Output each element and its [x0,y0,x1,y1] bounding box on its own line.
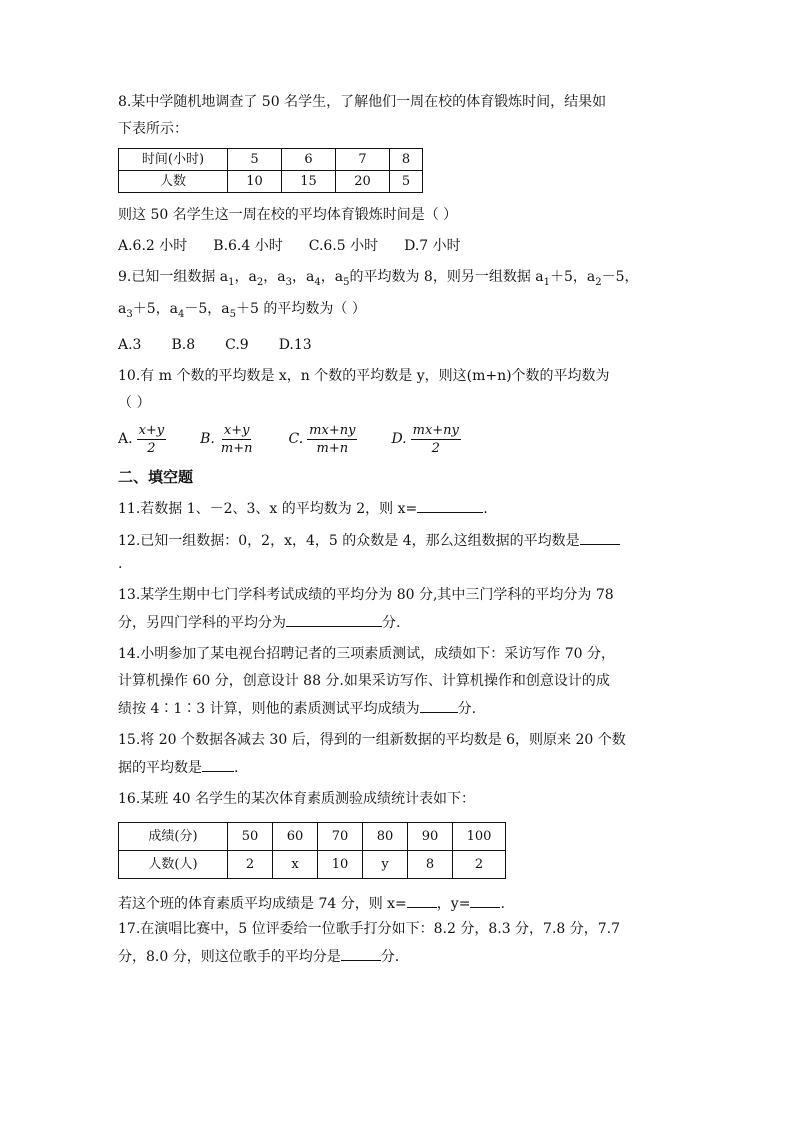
answer-blank[interactable] [202,757,234,772]
q14-text: 绩按 4∶1∶3 计算，则他的素质测试平均成绩为 [118,700,420,717]
q17-text: 分，8.0 分，则这位歌手的平均分是 [118,948,341,965]
q9-text: 的平均数为（ ） [263,300,366,317]
q16-text: ，y= [436,895,471,912]
option-d [391,422,460,457]
q11-text: . [483,500,488,517]
table-row [119,850,506,878]
q17-line2 [118,946,678,968]
answer-blank[interactable] [407,893,437,908]
option-b: B.6.4 小时 [213,238,283,254]
q10-line1: 10.有 m 个数的平均数是 x，n 个数的平均数是 y，则这(m+n)个数的平均数为 [118,367,610,384]
answer-blank[interactable] [341,946,381,961]
table-cell: 80 [363,822,408,850]
numerator: x+y [138,422,165,438]
option-label: D. [391,430,407,447]
q8-line2: 下表所示： [118,121,188,137]
option-label: A. [118,430,133,447]
table-cell: 90 [408,822,453,850]
table-cell: 10 [228,171,282,193]
q13-text: 分. [382,614,401,631]
option-c: C.9 [225,336,249,353]
q10-line2: （ ） [118,394,151,411]
table-row [119,149,423,171]
option-a: A.3 [118,336,142,353]
answer-blank[interactable] [470,893,500,908]
q9-text: 9.已知一组数据 a [118,269,229,285]
table-cell: 5 [228,149,282,171]
q12-end: . [118,555,123,572]
table-cell: 时间(小时) [119,149,228,171]
table-cell: 100 [453,822,506,850]
q14-text: 分. [457,700,477,717]
table-cell: 10 [318,850,363,878]
fraction [219,422,255,457]
fraction [307,422,357,457]
answer-blank[interactable] [580,530,620,545]
q14-line1: 14.小明参加了某电视台招聘记者的三项素质测试，成绩如下：采访写作 70 分， [118,645,615,662]
q8-table [118,148,423,193]
table-cell: 70 [318,822,363,850]
q15-line2 [118,757,678,779]
q9-line1: 9.已知一组数据 $a_1$，$a_2$，$a_3$，$a_4$，$a_5$的平均数为 8，则另一组数据 $a_1+5$，$a_2-5$， [118,269,639,288]
option-label: C. [288,430,304,447]
q15-text: . [234,759,239,776]
table-cell: 6 [282,149,336,171]
exam-page [118,92,678,968]
answer-blank[interactable] [286,612,382,627]
table-cell: 60 [273,822,318,850]
table-cell: x [273,850,318,878]
option-b: B.8 [171,336,196,353]
q12-text: 12.已知一组数据：0，2，x，4，5 的众数是 4，那么这组数据的平均数是 [118,532,580,549]
table-cell: 人数 [119,171,228,193]
numerator: mx+ny [412,422,459,438]
q17-line1: 17.在演唱比赛中，5 位评委给一位歌手打分如下：8.2 分，8.3 分，7.8 分，7.7 [118,920,621,937]
table-cell: 2 [228,850,273,878]
q9-options [118,335,678,356]
q12 [118,530,678,552]
q8-line1: 8.某中学随机地调查了 50 名学生，了解他们一周在校的体育锻炼时间，结果如 [118,94,607,110]
q17-text: 分. [380,948,400,965]
option-a [118,422,166,457]
q9-line2: $a_3+5$，$a_4-5$，$a_5+5$ 的平均数为（ ） [118,300,366,320]
fraction [137,422,167,457]
option-d: D.13 [278,336,312,353]
denominator: m+n [316,440,349,456]
q16-line1: 16.某班 40 名学生的某次体育素质测验成绩统计表如下： [118,790,475,807]
denominator: 2 [431,440,440,456]
table-cell: 2 [453,850,506,878]
table-row [119,171,423,193]
table-cell: y [363,850,408,878]
table-cell: 20 [336,171,390,193]
numerator: x+y [223,422,250,438]
table-cell: 人数(人) [119,850,228,878]
table-row [119,822,506,850]
q13-line2 [118,612,678,634]
q10-options [118,422,678,457]
section-title: 二、填空题 [118,467,194,486]
q13-line1: 13.某学生期中七门学科考试成绩的平均分为 80 分,其中三门学科的平均分为 78 [118,586,614,603]
q8-question: 则这 50 名学生这一周在校的平均体育锻炼时间是（ ） [118,207,458,223]
table-cell: 50 [228,822,273,850]
q14-line2: 计算机操作 60 分，创意设计 88 分.如果采访写作、计算机操作和创意设计的成 [118,672,610,689]
table-cell: 15 [282,171,336,193]
option-d: D.7 小时 [404,238,461,254]
answer-blank[interactable] [417,498,483,513]
denominator: 2 [147,440,156,456]
q16-text: . [500,895,505,912]
q15-line1: 15.将 20 个数据各减去 30 后，得到的一组新数据的平均数是 6，则原来 20 个数 [118,731,626,748]
q8-options [118,236,678,257]
q16-table [118,822,506,879]
table-cell: 5 [390,171,423,193]
table-cell: 成绩(分) [119,822,228,850]
option-a: A.6.2 小时 [118,238,188,254]
option-b [200,422,254,457]
q15-text: 据的平均数是 [118,759,202,776]
q11 [118,498,678,520]
q16-text: 若这个班的体育素质平均成绩是 74 分，则 x= [118,895,407,912]
table-cell: 8 [390,149,423,171]
answer-blank[interactable] [420,698,458,713]
numerator: mx+ny [309,422,356,438]
q11-text: 11.若数据 1、－2、3、x 的平均数为 2，则 x= [118,500,418,517]
q14-line3 [118,698,678,720]
option-c: C.6.5 小时 [308,238,379,254]
option-c [288,422,357,457]
q13-text: 分，另四门学科的平均分为 [118,614,286,631]
q9-text: 的平均数为 8，则另一组数据 a [349,269,544,285]
denominator: m+n [220,440,253,456]
fraction [411,422,461,457]
option-label: B. [200,430,215,447]
q16-question [118,893,678,915]
table-cell: 8 [408,850,453,878]
table-cell: 7 [336,149,390,171]
